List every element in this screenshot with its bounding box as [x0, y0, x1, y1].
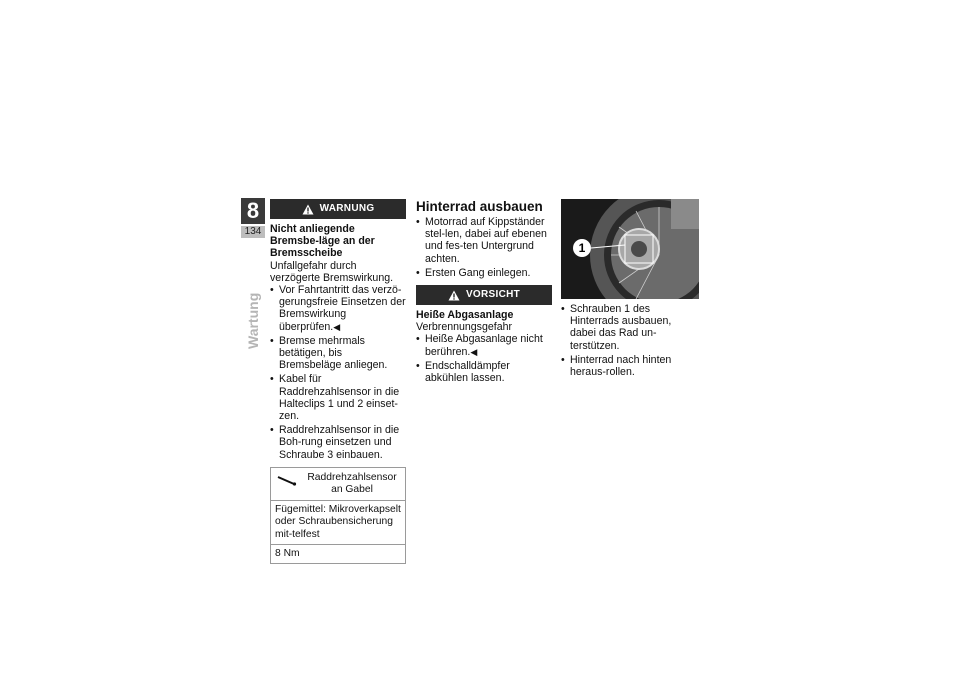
chapter-number: 8 [241, 198, 265, 224]
list-item: • Heiße Abgasanlage nicht berühren.◀ [416, 333, 552, 357]
warning-bar [270, 199, 406, 219]
warning-title: Nicht anliegende Bremsbe-läge an der Bremsscheibe [270, 223, 375, 260]
warning-triangle-icon [448, 290, 460, 301]
torque-wrench-icon [277, 476, 297, 490]
end-marker: ◀ [333, 321, 341, 332]
rear-wheel-photo [561, 199, 699, 299]
photo-callout: 1 [573, 239, 591, 257]
warning-label: WARNUNG [319, 202, 375, 214]
caution-title: Heiße Abgasanlage [416, 309, 514, 322]
column-3 [561, 199, 699, 380]
list-item: • Kabel für Raddrehzahlsensor in die Halteclips 1 und 2 einset-zen. [270, 373, 406, 422]
caution-label: VORSICHT [465, 288, 521, 300]
spec-title: Raddrehzahlsensor an Gabel [307, 471, 397, 496]
caution-bar [416, 285, 552, 305]
chapter-label: Wartung [245, 292, 261, 349]
column-1 [270, 199, 406, 564]
end-marker: ◀ [470, 346, 478, 357]
warning-triangle-icon [302, 204, 314, 215]
list-item: • Raddrehzahlsensor in die Boh-rung einsetzen und Schraube 3 einbauen. [270, 424, 406, 461]
spec-header [271, 468, 405, 500]
column-2 [416, 199, 552, 386]
list-item: • Vor Fahrtantritt das verzö-gerungsfreie Einsetzen der Bremswirkung überprüfen.◀ [270, 284, 406, 333]
spec-adhesive: Fügemittel: Mikroverkapselt oder Schraubensicherung mit-telfest [271, 500, 405, 544]
list-item: • Hinterrad nach hinten heraus-rollen. [561, 354, 699, 378]
list-item: • Schrauben 1 des Hinterrads ausbauen, dabei das Rad un-terstützen. [561, 303, 699, 352]
instruction-list [270, 284, 406, 461]
caution-text: Verbrennungsgefahr [416, 321, 513, 334]
warning-text: Unfallgefahr durch verzögerte Bremswirkung. [270, 259, 394, 284]
caution-list [416, 333, 552, 384]
list-item: • Bremse mehrmals betätigen, bis Bremsbeläge anliegen. [270, 335, 406, 372]
list-item: • Motorrad auf Kippständer stel-len, dabei auf ebenen und fes-ten Untergrund achten. [416, 216, 552, 265]
page-number: 134 [241, 226, 265, 238]
section-heading: Hinterrad ausbauen [416, 199, 543, 214]
instruction-list [561, 303, 699, 378]
spec-torque: 8 Nm [271, 544, 405, 563]
list-item: • Ersten Gang einlegen. [416, 267, 552, 279]
list-item: • Endschalldämpfer abkühlen lassen. [416, 360, 552, 384]
torque-spec-box [270, 467, 406, 564]
instruction-list [416, 216, 552, 279]
